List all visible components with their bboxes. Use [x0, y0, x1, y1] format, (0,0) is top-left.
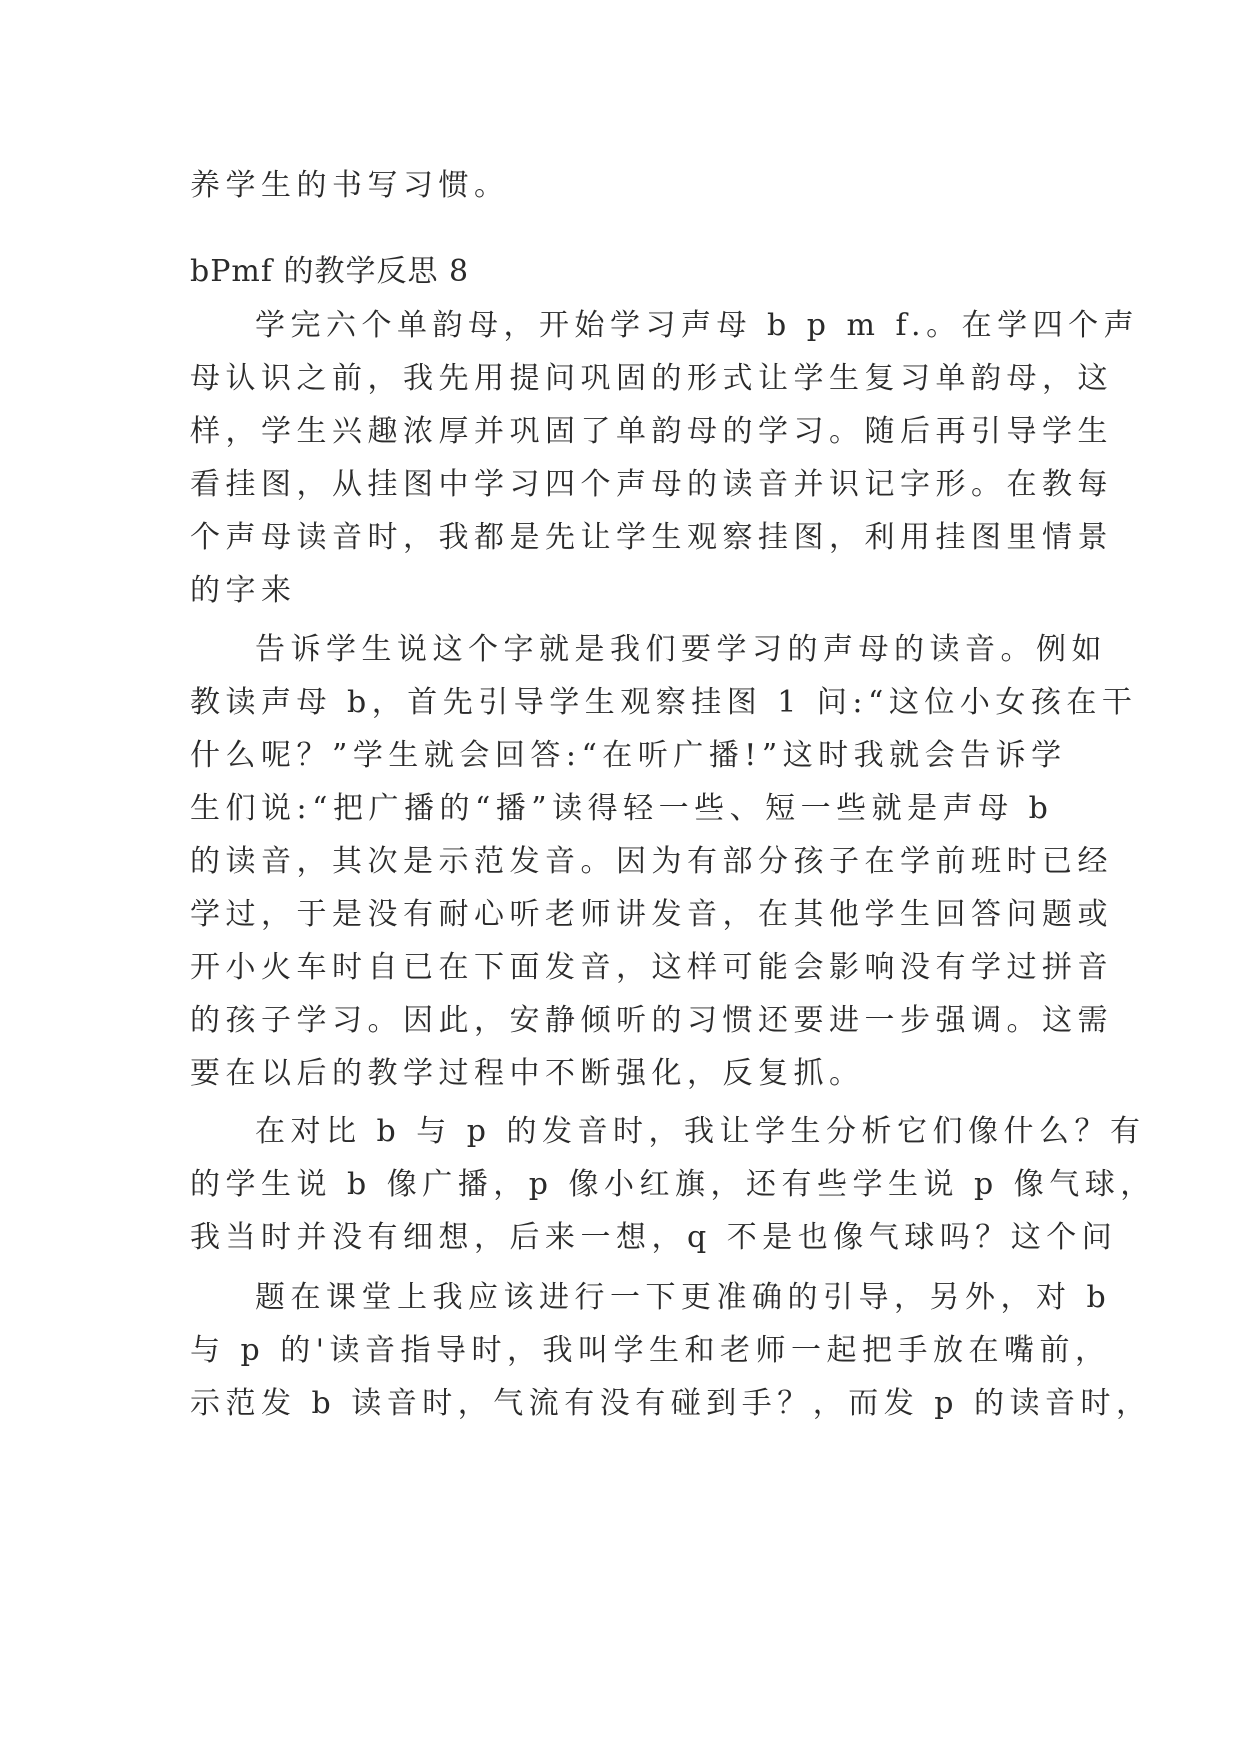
text-line: 看挂图，从挂图中学习四个声母的读音并识记字形。在教每 [190, 467, 1113, 502]
text-line: 与 p 的'读音指导时，我叫学生和老师一起把手放在嘴前， [190, 1333, 1111, 1368]
text-line: 要在以后的教学过程中不断强化，反复抓。 [190, 1056, 865, 1091]
text-line: 题在课堂上我应该进行一下更准确的引导，另外，对 b [255, 1280, 1112, 1315]
text-line: 的读音，其次是示范发音。因为有部分孩子在学前班时已经 [190, 844, 1113, 879]
text-line: 母认识之前，我先用提问巩固的形式让学生复习单韵母，这 [190, 361, 1113, 396]
text-line: 我当时并没有细想，后来一想，q 不是也像气球吗？这个问 [190, 1220, 1118, 1255]
text-line: 示范发 b 读音时，气流有没有碰到手？，而发 p 的读音时， [190, 1386, 1152, 1421]
text-line: 学过，于是没有耐心听老师讲发音，在其他学生回答问题或 [190, 897, 1113, 932]
text-line: 学完六个单韵母，开始学习声母 b p m f.。在学四个声 [255, 308, 1140, 343]
text-line: 的孩子学习。因此，安静倾听的习惯还要进一步强调。这需 [190, 1003, 1113, 1038]
text-line: 样，学生兴趣浓厚并巩固了单韵母的学习。随后再引导学生 [190, 414, 1113, 449]
text-line: 个声母读音时，我都是先让学生观察挂图，利用挂图里情景 [190, 520, 1113, 555]
text-line: 教读声母 b，首先引导学生观察挂图 1 问:“这位小女孩在干 [190, 685, 1138, 720]
text-line: 什么呢？”学生就会回答:“在听广播!”这时我就会告诉学 [190, 738, 1067, 773]
text-line: 养学生的书写习惯。 [190, 168, 510, 203]
text-line: 告诉学生说这个字就是我们要学习的声母的读音。例如 [255, 632, 1107, 667]
text-line: 的学生说 b 像广播，p 像小红旗，还有些学生说 p 像气球， [190, 1167, 1156, 1202]
text-line: 在对比 b 与 p 的发音时，我让学生分析它们像什么？有 [255, 1114, 1146, 1149]
text-line: 开小火车时自已在下面发音，这样可能会影响没有学过拼音 [190, 950, 1113, 985]
section-heading: bPmf 的教学反思 8 [190, 254, 470, 289]
text-line: 的字来 [190, 573, 297, 608]
text-line: 生们说:“把广播的“播”读得轻一些、短一些就是声母 b [190, 791, 1054, 826]
